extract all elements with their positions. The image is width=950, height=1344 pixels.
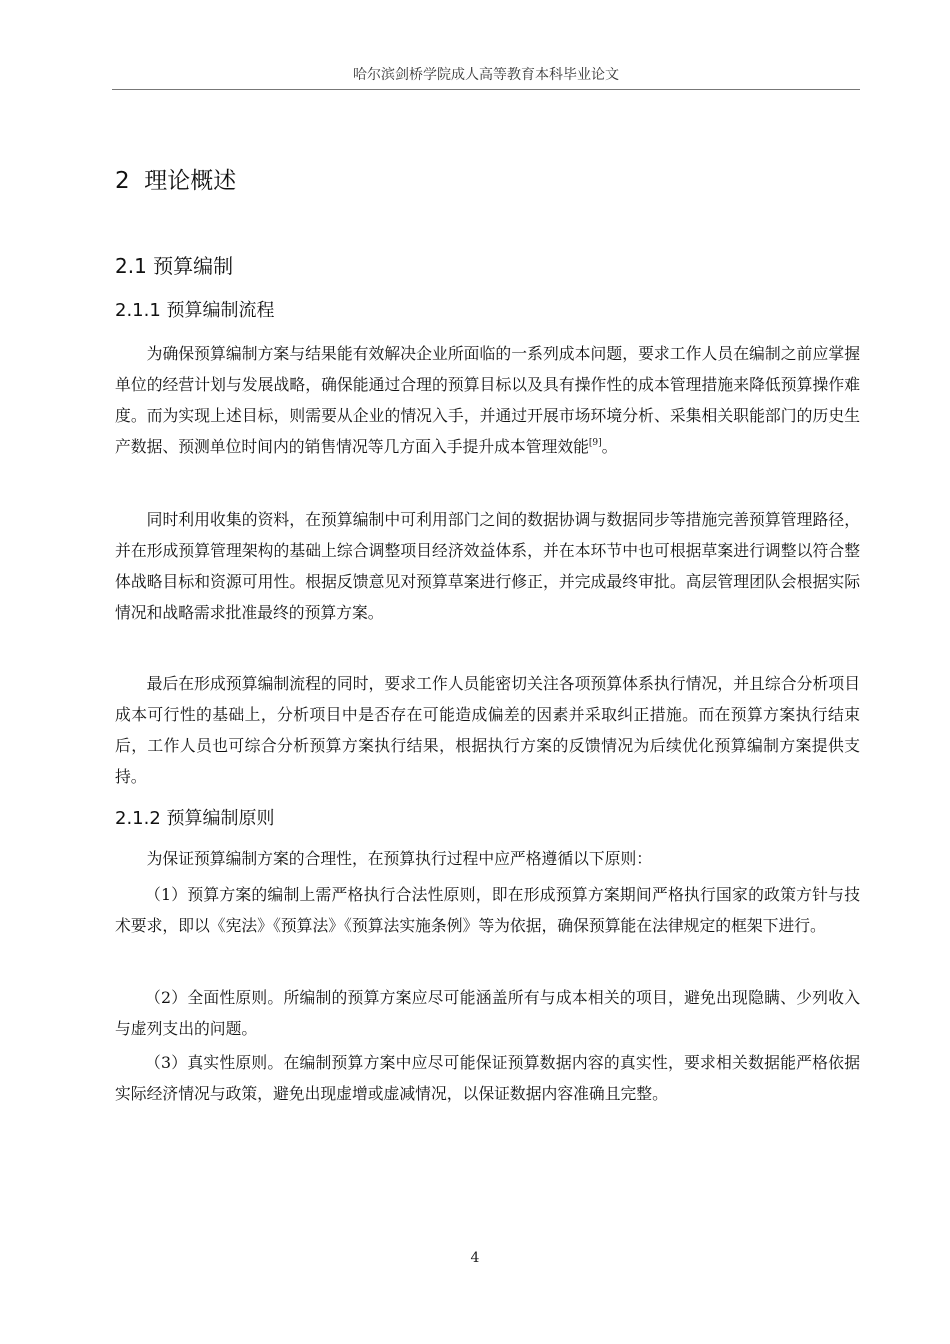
paragraph-process-3: 最后在形成预算编制流程的同时，要求工作人员能密切关注各项预算体系执行情况，并且综合分析项目成本可行性的基础上，分析项目中是否存在可能造成偏差的因素并采取纠正措施。而在预算方案执行结束后，工作人员也可综合分析预算方案执行结果，根据执行方案的反馈情况为后续优化预算编制方案提供支持。 xyxy=(115,674,860,786)
chapter-title: 理论概述 xyxy=(144,168,237,194)
section-heading-2-1 xyxy=(115,250,233,279)
subsection-heading-2-1-1 xyxy=(115,296,275,322)
section-title: 预算编制 xyxy=(153,254,234,278)
principle-item-3: （3）真实性原则。在编制预算方案中应尽可能保证预算数据内容的真实性，要求相关数据能严格依据实际经济情况与政策，避免出现虚增或虚减情况，以保证数据内容准确且完整。 xyxy=(115,1053,860,1103)
page-number: 4 xyxy=(470,1250,480,1266)
subsection-title: 预算编制流程 xyxy=(166,300,275,321)
citation-ref[interactable]: [9] xyxy=(588,438,602,448)
paragraph-process-2: 同时利用收集的资料，在预算编制中可利用部门之间的数据协调与数据同步等措施完善预算管理路径，并在形成预算管理架构的基础上综合调整项目经济效益体系，并在本环节中也可根据草案进行调整以符合整体战略目标和资源可用性。根据反馈意见对预算草案进行修正，并完成最终审批。高层管理团队会根据实际情况和战略需求批准最终的预算方案。 xyxy=(115,510,860,622)
paragraph-principles-intro: 为保证预算编制方案的合理性，在预算执行过程中应严格遵循以下原则： xyxy=(146,849,653,868)
subsection-title: 预算编制原则 xyxy=(166,808,275,829)
chapter-number: 2 xyxy=(115,168,130,194)
chapter-heading xyxy=(115,162,236,195)
principle-item-2: （2）全面性原则。所编制的预算方案应尽可能涵盖所有与成本相关的项目，避免出现隐瞒、少列收入与虚列支出的问题。 xyxy=(115,988,860,1038)
subsection-number: 2.1.1 xyxy=(115,300,161,321)
header-rule xyxy=(112,89,860,90)
subsection-heading-2-1-2 xyxy=(115,804,275,830)
running-header: 哈尔滨剑桥学院成人高等教育本科毕业论文 xyxy=(353,67,619,83)
section-number: 2.1 xyxy=(115,254,147,278)
paragraph-process-1: 为确保预算编制方案与结果能有效解决企业所面临的一系列成本问题，要求工作人员在编制之前应掌握单位的经营计划与发展战略，确保能通过合理的预算目标以及具有操作性的成本管理措施来降低预算操作难度。而为实现上述目标，则需要从企业的情况入手，并通过开展市场环境分析、采集相关职能部门的历史生产数据、预测单位时间内的销售情况等几方面入手提升成本管理效能[9]。 xyxy=(115,344,860,456)
principle-item-1: （1）预算方案的编制上需严格执行合法性原则，即在形成预算方案期间严格执行国家的政策方针与技术要求，即以《宪法》《预算法》《预算法实施条例》等为依据，确保预算能在法律规定的框架下进行。 xyxy=(115,885,860,935)
subsection-number: 2.1.2 xyxy=(115,808,161,829)
